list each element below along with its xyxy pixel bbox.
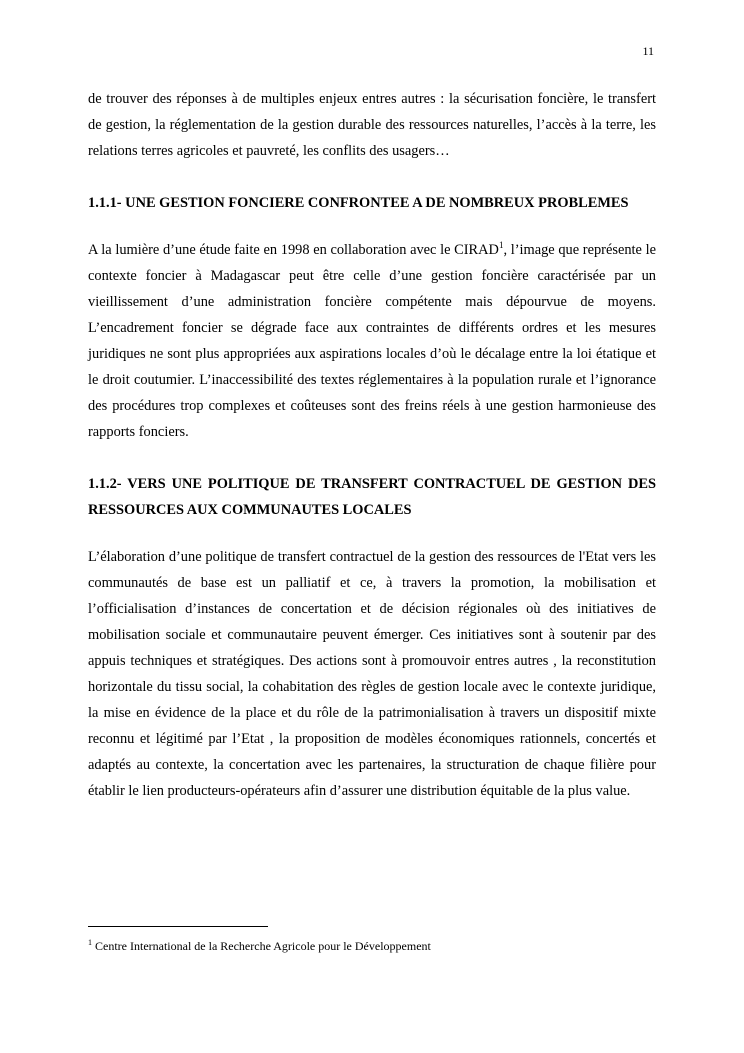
section-1-1-2-paragraph: L’élaboration d’une politique de transfert contractuel de la gestion des ressources de l'Etat vers les communautés de base est un palliatif et ce, à travers la promotion, la mobilisation et l’officialisation d’instances de concertation et de décision régionales où des initiatives de mobilisation sociale et communautaire peuvent émerger. Ces initiatives sont à soutenir par des appuis techniques et stratégiques. Des actions sont à promouvoir entres autres , la reconstitution horizontale du tissu social, la cohabitation des règles de gestion locale avec le contexte juridique, la mise en évidence de la place et du rôle de la patrimonialisation à travers un dispositif mixte reconnu et légitimé par l’Etat , la proposition de modèles économiques rationnels, concertés et adaptés au contexte, la concertation avec les partenaires, la structuration de chaque filière pour établir le lien producteurs-opérateurs afin d’assurer une distribution équitable de la plus value. <box>88 549 656 799</box>
footnote-separator <box>88 926 268 927</box>
footnote <box>88 938 656 954</box>
footnote-reference[interactable]: 1 <box>498 240 504 251</box>
section-1-1-1-text-start: A la lumière d’une étude faite en 1998 en collaboration avec le CIRAD <box>88 242 499 258</box>
page-number: 11 <box>642 44 654 58</box>
section-heading-1-1-2: 1.1.2- VERS UNE POLITIQUE DE TRANSFERT CONTRACTUEL DE GESTION DES RESSOURCES AUX COMMUNAUTES LOCALES <box>88 476 656 518</box>
section-1-1-1-paragraph <box>88 237 656 445</box>
section-heading-1-1-1: 1.1.1- UNE GESTION FONCIERE CONFRONTEE A DE NOMBREUX PROBLEMES <box>88 195 629 211</box>
footnote-number: 1 <box>88 938 92 947</box>
page-body <box>88 86 656 804</box>
intro-paragraph: de trouver des réponses à de multiples enjeux entres autres : la sécurisation foncière, le transfert de gestion, la réglementation de la gestion durable des ressources naturelles, l’accès à la terre, les relations terres agricoles et pauvreté, les conflits des usagers… <box>88 91 656 159</box>
section-1-1-1-text-end: , l’image que représente le contexte foncier à Madagascar peut être celle d’une gestion foncière caractérisée par un vieillissement d’une administration foncière compétente mais dépourvue de moyens. L’encadrement foncier se dégrade face aux contraintes de différents ordres et les mesures juridiques ne sont plus appropriées aux aspirations locales d’où le décalage entre la loi étatique et le droit coutumier. L’inaccessibilité des textes réglementaires à la population rurale et l’ignorance des procédures trop complexes et coûteuses sont des freins réels à une gestion harmonieuse des rapports fonciers. <box>88 242 656 440</box>
footnote-text: Centre International de la Recherche Agricole pour le Développement <box>92 939 431 953</box>
